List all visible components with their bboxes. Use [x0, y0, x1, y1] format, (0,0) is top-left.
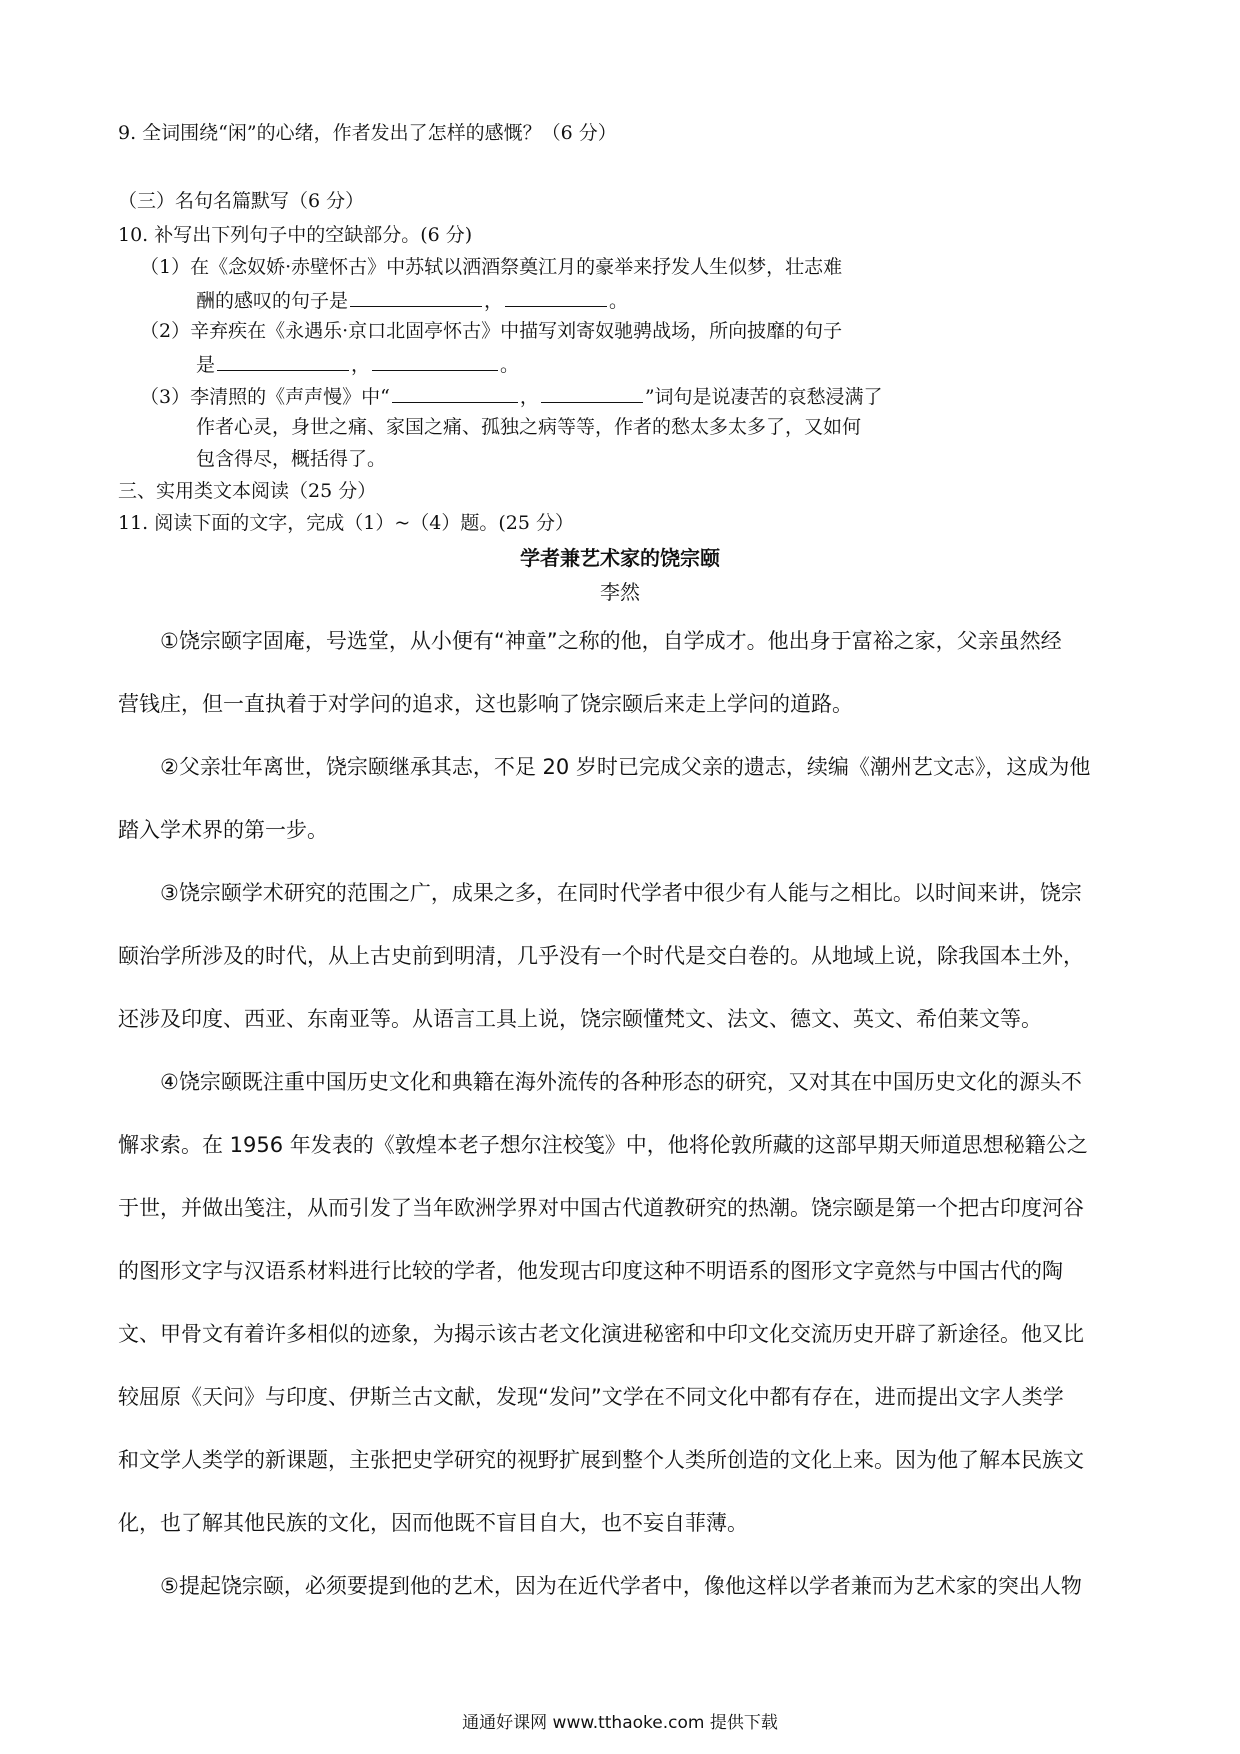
- article-line: ①饶宗颐字固庵，号选堂，从小便有“神童”之称的他，自学成才。他出身于富裕之家，父亲虽然经: [160, 629, 1062, 653]
- q10-item-2-text: 是: [196, 354, 216, 376]
- article-line: ③饶宗颐学术研究的范围之广，成果之多，在同时代学者中很少有人能与之相比。以时间来讲，饶宗: [160, 881, 1082, 905]
- comma: ，: [484, 290, 504, 312]
- article-line: ⑤提起饶宗颐，必须要提到他的艺术，因为在近代学者中，像他这样以学者兼而为艺术家的突出人物: [160, 1574, 1082, 1598]
- q10-item-3-line-3: 包含得尽，概括得了。: [196, 448, 387, 470]
- q10-item-3-text-end: ”词句是说凄苦的哀愁浸满了: [644, 386, 883, 408]
- q10-item-1-text: 酬的感叹的句子是: [196, 290, 349, 312]
- answer-blank[interactable]: [541, 382, 643, 403]
- answer-blank[interactable]: [392, 382, 518, 403]
- article-line: 踏入学术界的第一步。: [118, 818, 328, 842]
- comma: ，: [519, 386, 539, 408]
- answer-blank[interactable]: [372, 350, 498, 371]
- article-line: 的图形文字与汉语系材料进行比较的学者，他发现古印度这种不明语系的图形文字竟然与中国古代的陶: [118, 1259, 1063, 1283]
- article-title: 学者兼艺术家的饶宗颐: [520, 546, 720, 570]
- part-heading-practical-reading: 三、实用类文本阅读（25 分）: [118, 480, 377, 502]
- comma: ，: [351, 354, 371, 376]
- page-footer: 通通好课网 www.tthaoke.com 提供下载: [462, 1713, 778, 1733]
- article-line: ②父亲壮年离世，饶宗颐继承其志，不足 20 岁时已完成父亲的遗志，续编《潮州艺文志》，这成为他: [160, 755, 1091, 779]
- question-10: 10. 补写出下列句子中的空缺部分。(6 分): [118, 224, 473, 246]
- q10-item-2-line-2: [196, 350, 519, 378]
- article-line: 懈求索。在 1956 年发表的《敦煌本老子想尔注校笺》中，他将伦敦所藏的这部早期天师道思想秘籍公之: [118, 1133, 1088, 1157]
- article-line: 还涉及印度、西亚、东南亚等。从语言工具上说，饶宗颐懂梵文、法文、德文、英文、希伯莱文等。: [118, 1007, 1042, 1031]
- section-heading-recitation: （三）名句名篇默写（6 分）: [118, 190, 365, 212]
- answer-blank[interactable]: [350, 286, 482, 307]
- q10-item-1-line-1: （1）在《念奴娇·赤壁怀古》中苏轼以洒酒祭奠江月的豪举来抒发人生似梦，壮志难: [140, 256, 843, 278]
- answer-blank[interactable]: [505, 286, 607, 307]
- article-line: 文、甲骨文有着许多相似的迹象，为揭示该古老文化演进秘密和中印文化交流历史开辟了新途径。他又比: [118, 1322, 1084, 1346]
- article-line: 和文学人类学的新课题，主张把史学研究的视野扩展到整个人类所创造的文化上来。因为他了解本民族文: [118, 1448, 1084, 1472]
- question-9: 9. 全词围绕“闲”的心绪，作者发出了怎样的感慨？（6 分）: [118, 122, 617, 144]
- article-line: 于世，并做出笺注，从而引发了当年欧洲学界对中国古代道教研究的热潮。饶宗颐是第一个把古印度河谷: [118, 1196, 1084, 1220]
- period: 。: [609, 290, 629, 312]
- q10-item-2-line-1: （2）辛弃疾在《永遇乐·京口北固亭怀古》中描写刘寄奴驰骋战场，所向披靡的句子: [140, 320, 843, 342]
- article-line: ④饶宗颐既注重中国历史文化和典籍在海外流传的各种形态的研究，又对其在中国历史文化的源头不: [160, 1070, 1082, 1094]
- q10-item-1-line-2: [196, 286, 628, 314]
- q10-item-3-text: （3）李清照的《声声慢》中“: [140, 386, 390, 408]
- article-line: 化，也了解其他民族的文化，因而他既不盲目自大，也不妄自菲薄。: [118, 1511, 748, 1535]
- answer-blank[interactable]: [217, 350, 349, 371]
- article-line: 颐治学所涉及的时代，从上古史前到明清，几乎没有一个时代是交白卷的。从地域上说，除我国本土外，: [118, 944, 1084, 968]
- q10-item-3-line-2: 作者心灵，身世之痛、家国之痛、孤独之病等等，作者的愁太多太多了，又如何: [196, 416, 862, 438]
- question-11: 11. 阅读下面的文字，完成（1）~（4）题。(25 分）: [118, 512, 574, 534]
- article-line: 较屈原《天问》与印度、伊斯兰古文献，发现“发问”文学在不同文化中都有存在，进而提出文字人类学: [118, 1385, 1064, 1409]
- q10-item-3-line-1: [140, 382, 883, 410]
- period: 。: [500, 354, 520, 376]
- article-author: 李然: [600, 580, 640, 604]
- article-line: 营钱庄，但一直执着于对学问的追求，这也影响了饶宗颐后来走上学问的道路。: [118, 692, 853, 716]
